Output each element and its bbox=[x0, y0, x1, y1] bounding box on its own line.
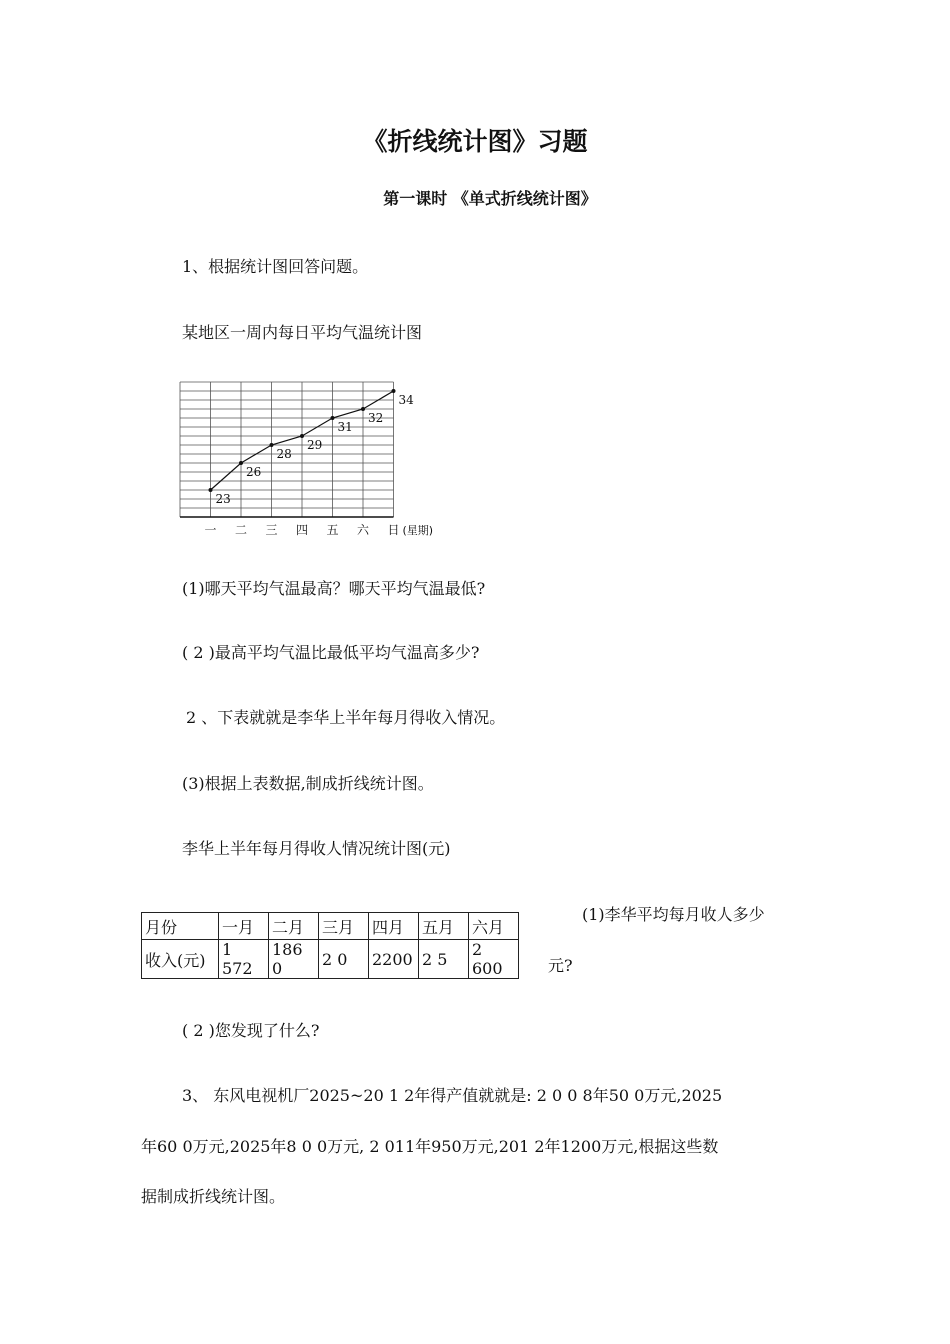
x-tick-label: 五 bbox=[326, 523, 339, 537]
table-row bbox=[142, 913, 519, 940]
x-tick-label: 四 bbox=[295, 523, 309, 537]
question-1-prompt: 1、根据统计图回答问题。 bbox=[182, 257, 369, 276]
table-cell: 186 0 bbox=[269, 940, 319, 979]
question-3-line-2: 年60 0万元,2025年8 0 0万元, 2 011年950万元,201 2年1200万元,根据这些数 bbox=[141, 1137, 719, 1156]
table-cell: 2 5 bbox=[419, 940, 469, 979]
data-label: 32 bbox=[368, 411, 384, 425]
data-point bbox=[270, 443, 274, 447]
data-point bbox=[209, 488, 213, 492]
x-tick-label: 一 bbox=[204, 523, 217, 537]
question-2-prompt: 2 、下表就就是李华上半年每月得收入情况。 bbox=[186, 708, 506, 727]
question-2-side-sub-1-line-1: (1)李华平均每月收人多少 bbox=[582, 905, 765, 924]
table-cell: 2 600 bbox=[469, 940, 519, 979]
table-cell: 2200 bbox=[369, 940, 419, 979]
question-1-sub-2: ( 2 )最高平均气温比最低平均气温高多少? bbox=[182, 643, 480, 662]
question-3-line-3: 据制成折线统计图。 bbox=[141, 1187, 286, 1206]
table-cell: 2 0 bbox=[319, 940, 369, 979]
x-tick-label: 六 bbox=[356, 523, 370, 537]
question-3-line-1: 3、 东风电视机厂2025~20 1 2年得产值就就是: 2 0 0 8年50 0万元,2025 bbox=[182, 1086, 723, 1105]
question-1-sub-1: (1)哪天平均气温最高？哪天平均气温最低? bbox=[182, 579, 486, 598]
data-point bbox=[239, 461, 243, 465]
x-tick-label: 二 bbox=[234, 523, 248, 537]
lesson-subtitle: 第一课时 《单式折线统计图》 bbox=[383, 189, 597, 208]
data-label: 31 bbox=[337, 420, 353, 434]
page-title: 《折线统计图》习题 bbox=[362, 127, 588, 156]
data-label: 23 bbox=[215, 492, 231, 506]
table-cell: 三月 bbox=[319, 913, 369, 940]
x-tick-label: 日 bbox=[387, 523, 400, 537]
question-2-side-sub-1-line-2: 元? bbox=[548, 956, 573, 975]
x-unit-label: (星期) bbox=[402, 524, 434, 537]
data-point bbox=[300, 434, 304, 438]
data-label: 26 bbox=[246, 465, 262, 479]
temperature-chart-title: 某地区一周内每日平均气温统计图 bbox=[182, 323, 423, 342]
table-cell: 1 572 bbox=[219, 940, 269, 979]
table-cell: 四月 bbox=[369, 913, 419, 940]
data-label: 34 bbox=[398, 393, 414, 407]
temperature-line-chart bbox=[170, 372, 440, 537]
question-2-sub-2: ( 2 )您发现了什么? bbox=[182, 1021, 320, 1040]
income-chart-title: 李华上半年每月得收人情况统计图(元) bbox=[182, 839, 451, 858]
data-point bbox=[361, 407, 365, 411]
table-cell: 收入(元) bbox=[142, 940, 219, 979]
table-cell: 一月 bbox=[219, 913, 269, 940]
table-cell: 五月 bbox=[419, 913, 469, 940]
table-cell: 六月 bbox=[469, 913, 519, 940]
table-row bbox=[142, 940, 519, 979]
table-cell: 二月 bbox=[269, 913, 319, 940]
data-label: 29 bbox=[307, 438, 323, 452]
table-cell: 月份 bbox=[142, 913, 219, 940]
income-table bbox=[141, 912, 519, 979]
data-point bbox=[392, 389, 396, 393]
data-point bbox=[331, 416, 335, 420]
question-2-sub-3: (3)根据上表数据,制成折线统计图。 bbox=[182, 774, 434, 793]
data-label: 28 bbox=[276, 447, 292, 461]
x-tick-label: 三 bbox=[265, 523, 278, 537]
